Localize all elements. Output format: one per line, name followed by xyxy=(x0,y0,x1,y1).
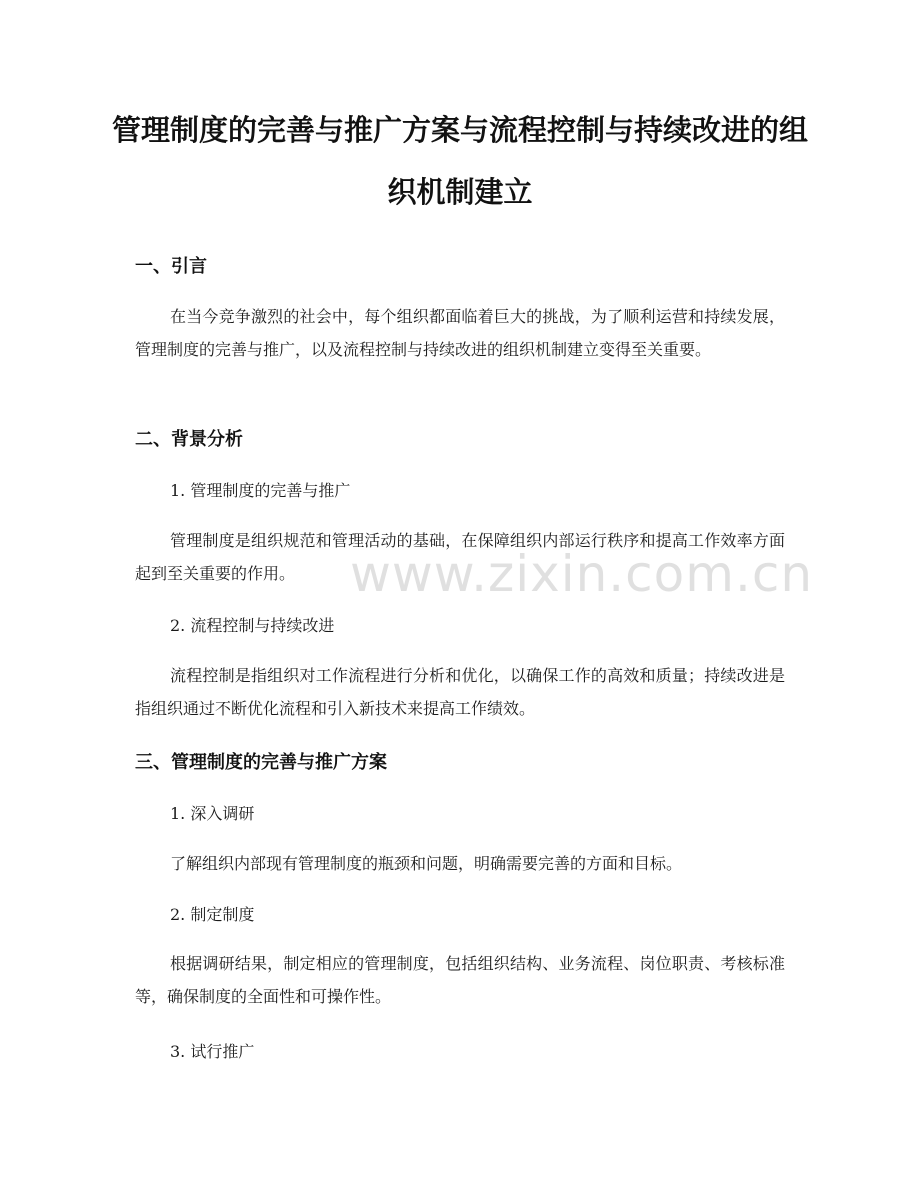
background-item2-title: 2. 流程控制与持续改进 xyxy=(170,616,335,635)
intro-paragraph: 在当今竞争激烈的社会中，每个组织都面临着巨大的挑战，为了顺利运营和持续发展，管理制度的完善与推广，以及流程控制与持续改进的组织机制建立变得至关重要。 xyxy=(135,307,785,359)
plan-item1-text: 了解组织内部现有管理制度的瓶颈和问题，明确需要完善的方面和目标。 xyxy=(170,854,683,873)
plan-item1-title: 1. 深入调研 xyxy=(170,804,255,823)
watermark: www.zixin.com.cn xyxy=(350,545,814,603)
section-heading-intro: 一、引言 xyxy=(135,256,207,277)
background-item2-text: 流程控制是指组织对工作流程进行分析和优化，以确保工作的高效和质量；持续改进是指组织通过不断优化流程和引入新技术来提高工作绩效。 xyxy=(135,666,785,718)
section-heading-background: 二、背景分析 xyxy=(135,429,243,450)
background-item1-title: 1. 管理制度的完善与推广 xyxy=(170,481,351,500)
document-title: 管理制度的完善与推广方案与流程控制与持续改进的组织机制建立 xyxy=(111,113,808,209)
plan-item3-title: 3. 试行推广 xyxy=(170,1042,255,1061)
background-item1-text: 管理制度是组织规范和管理活动的基础，在保障组织内部运行秩序和提高工作效率方面起到至关重要的作用。 xyxy=(135,531,785,583)
section-heading-plan: 三、管理制度的完善与推广方案 xyxy=(135,752,387,773)
plan-item2-title: 2. 制定制度 xyxy=(170,905,255,924)
plan-item2-text: 根据调研结果，制定相应的管理制度，包括组织结构、业务流程、岗位职责、考核标准等，确保制度的全面性和可操作性。 xyxy=(135,954,785,1006)
